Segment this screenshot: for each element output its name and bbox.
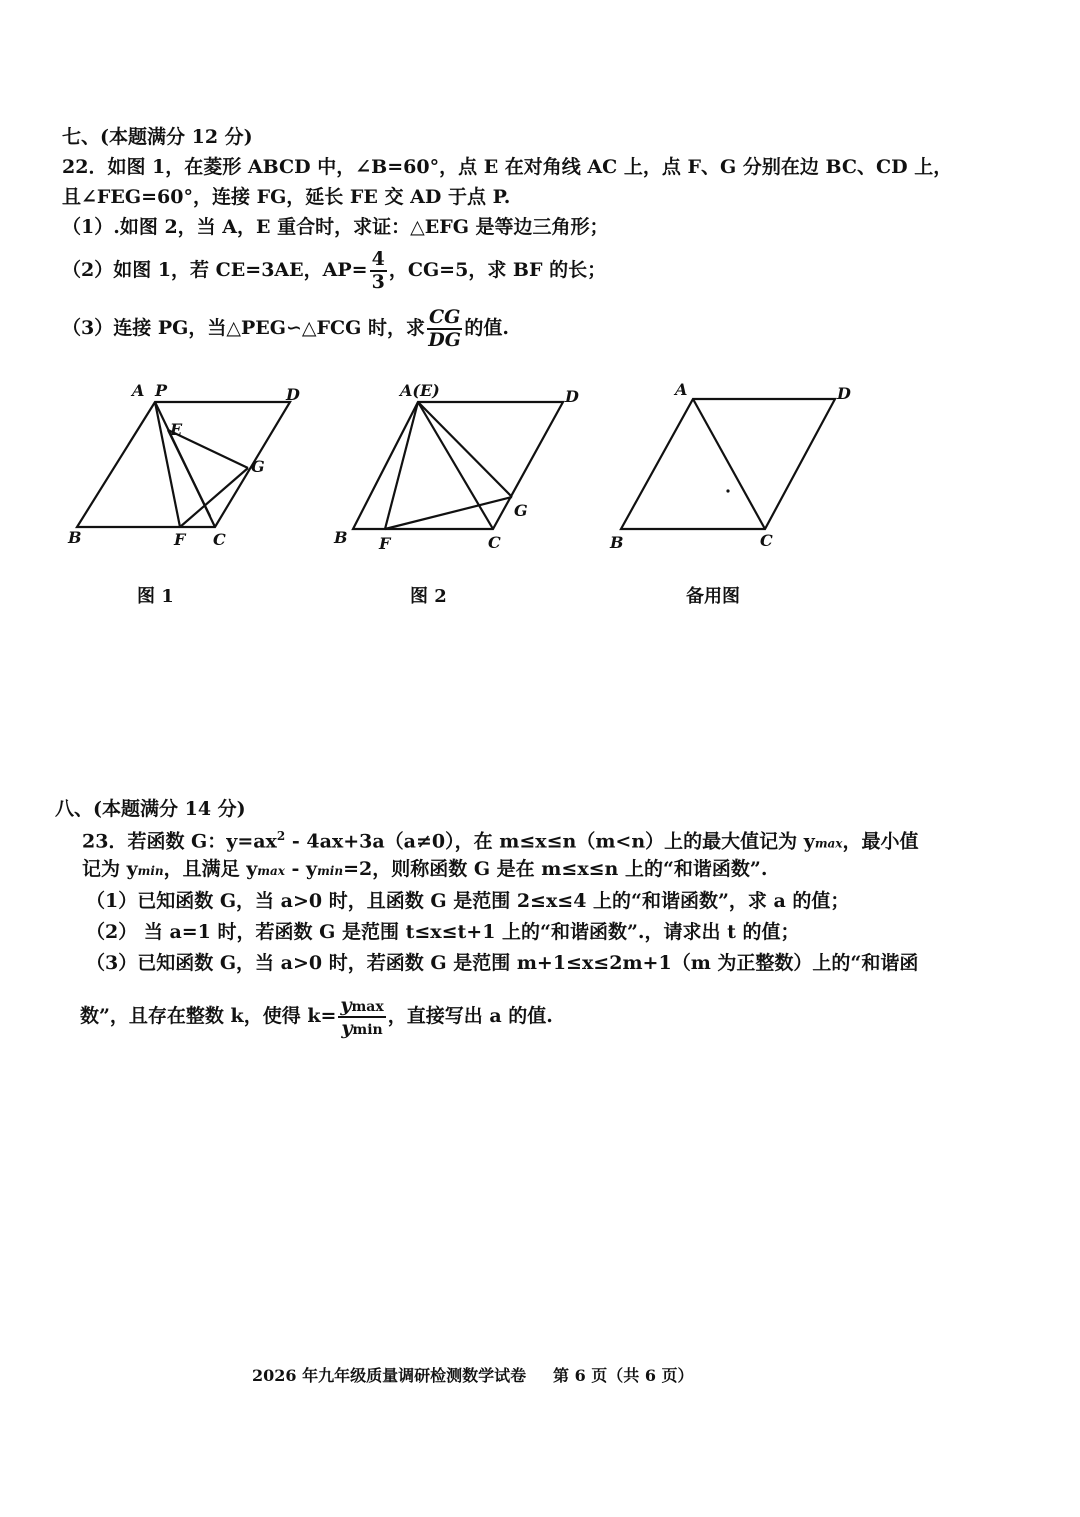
spare-diagonal-ac	[693, 399, 765, 529]
label-A-E: A(E)	[400, 381, 440, 400]
part-2-prefix: （2）如图 1，若 CE=3AE，AP=	[62, 259, 368, 281]
part-3-line2-prefix: 数”，且存在整数 k，使得 k=	[80, 1005, 337, 1027]
part-3-line2-suffix: ，直接写出 a 的值.	[387, 1005, 553, 1027]
label-F: F	[379, 534, 391, 553]
label-E: E	[170, 420, 183, 439]
q23-line2-a: 记为 y	[82, 858, 138, 880]
fraction-numerator	[338, 996, 385, 1018]
label-D: D	[837, 384, 851, 403]
part-3-suffix: 的值.	[464, 317, 509, 339]
question-23-line-2	[82, 860, 767, 879]
label-P: P	[155, 381, 168, 400]
label-A: A	[675, 380, 688, 399]
question-22-line-1: 22．如图 1，在菱形 ABCD 中，∠B=60°，点 E 在对角线 AC 上，点 F、G 分别在边 BC、CD 上，	[62, 156, 953, 178]
subscript-min: min	[137, 864, 164, 878]
fraction-ymax-ymin	[338, 996, 385, 1038]
label-F: F	[174, 530, 186, 549]
figure-1-caption: 图 1	[137, 586, 174, 607]
label-B: B	[68, 528, 82, 547]
fraction-denominator: 3	[371, 271, 385, 293]
fraction-numerator: 4	[371, 248, 385, 270]
question-23-part-3-line-2	[80, 996, 553, 1038]
section-7-heading: 七、(本题满分 12 分)	[62, 126, 253, 148]
question-22-part-3	[62, 308, 509, 350]
q23-line2-b: ，且满足 y	[163, 858, 258, 880]
figure-spare-caption: 备用图	[686, 586, 740, 607]
label-A: A	[132, 381, 145, 400]
denominator-y: y	[341, 1017, 353, 1039]
label-G: G	[514, 501, 528, 520]
section-8-heading: 八、(本题满分 14 分)	[55, 798, 246, 820]
spare-dot	[726, 489, 729, 492]
label-G: G	[251, 457, 265, 476]
subscript-max: max	[257, 864, 285, 878]
subscript-min: min	[317, 864, 344, 878]
question-23-part-1: （1）已知函数 G，当 a>0 时，且函数 G 是范围 2≤x≤4 上的“和谐函数”，求 a 的值；	[86, 890, 850, 912]
question-23-line-1	[82, 830, 918, 851]
fig2-line-ef	[385, 402, 418, 529]
fraction-numerator: CG	[428, 306, 461, 328]
label-D: D	[286, 385, 300, 404]
numerator-y: y	[340, 994, 352, 1016]
q23-text-b: - 4ax+3a（a≠0），在 m≤x≤n（m<n）上的最大值记为 y	[285, 830, 815, 853]
fig2-line-fg	[385, 497, 512, 529]
figure-2-caption: 图 2	[410, 586, 447, 607]
part-3-prefix: （3）连接 PG，当△PEG∽△FCG 时，求	[62, 317, 425, 339]
question-23-part-2: （2） 当 a=1 时，若函数 G 是范围 t≤x≤t+1 上的“和谐函数”.，请求出 t 的值；	[86, 921, 800, 943]
label-C: C	[488, 533, 501, 552]
q23-line2-d: =2，则称函数 G 是在 m≤x≤n 上的“和谐函数”.	[343, 858, 768, 880]
label-B: B	[334, 528, 348, 547]
fraction-ap	[370, 250, 387, 292]
footer-page-number: 第 6 页（共 6 页）	[553, 1366, 694, 1385]
question-22-part-1: （1）.如图 2，当 A，E 重合时，求证：△EFG 是等边三角形；	[62, 216, 609, 238]
footer-title: 2026 年九年级质量调研检测数学试卷	[252, 1366, 527, 1385]
numerator-subscript: max	[351, 999, 384, 1015]
fraction-cg-dg	[427, 308, 462, 350]
label-C: C	[213, 530, 226, 549]
fraction-denominator	[338, 1018, 385, 1038]
question-23-part-3-line-1: （3）已知函数 G，当 a>0 时，若函数 G 是范围 m+1≤x≤2m+1（m 为正整数）上的“和谐函	[86, 952, 919, 974]
question-22-line-2: 且∠FEG=60°，连接 FG，延长 FE 交 AD 于点 P.	[62, 186, 511, 208]
fraction-denominator: DG	[428, 329, 461, 351]
denominator-subscript: min	[352, 1022, 383, 1038]
question-22-part-2	[62, 250, 606, 292]
superscript-2: 2	[276, 829, 286, 843]
q23-line2-c: - y	[284, 858, 318, 880]
q23-text-c: ，最小值	[842, 830, 919, 853]
subscript-max: max	[814, 836, 843, 851]
q23-text-a: 23．若函数 G：y=ax	[82, 830, 277, 853]
label-B: B	[610, 533, 624, 552]
label-C: C	[760, 531, 773, 550]
part-2-suffix: ，CG=5，求 BF 的长；	[388, 259, 607, 281]
label-D: D	[565, 387, 579, 406]
